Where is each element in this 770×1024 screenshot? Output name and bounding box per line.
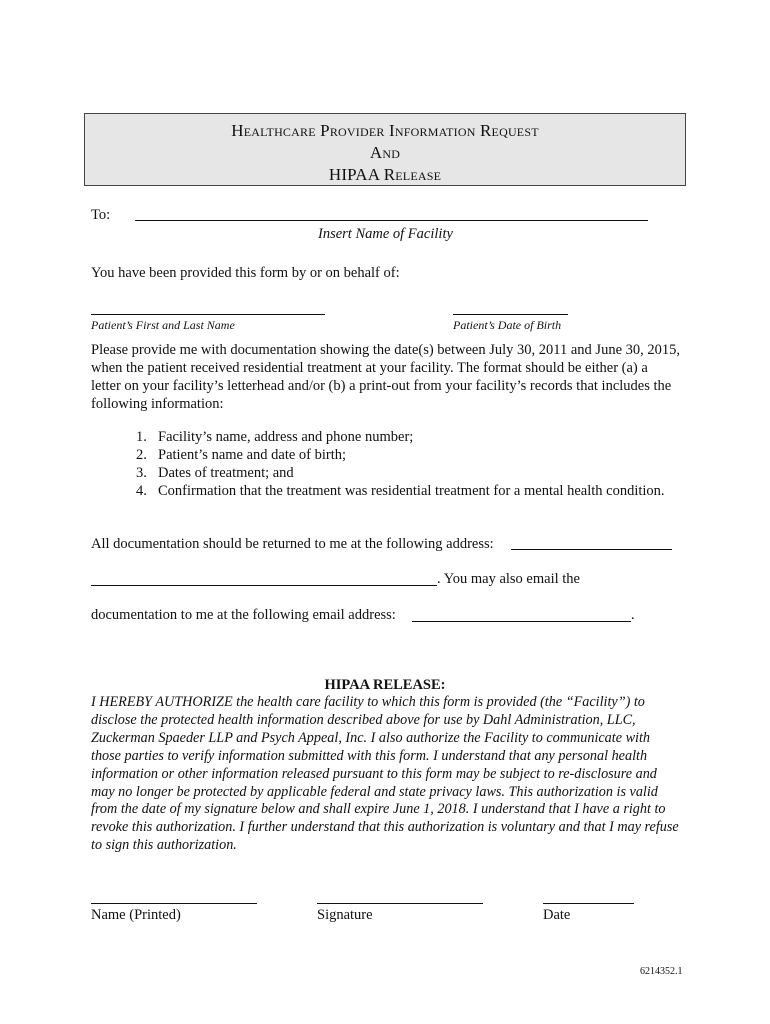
list-item-number: 2. bbox=[136, 447, 147, 463]
patient-name-line[interactable] bbox=[91, 314, 325, 315]
return-address-line-2[interactable] bbox=[91, 585, 437, 586]
list-item bbox=[112, 482, 672, 500]
return-address-line-1[interactable] bbox=[511, 549, 672, 550]
list-item bbox=[112, 446, 672, 464]
title-line-1: Healthcare Provider Information Request bbox=[231, 121, 539, 140]
document-number: 6214352.1 bbox=[640, 966, 683, 977]
provided-by-text: You have been provided this form by or on behalf of: bbox=[91, 265, 400, 281]
title-line-2: And bbox=[369, 143, 401, 162]
hipaa-body: I HEREBY AUTHORIZE the health care facility to which this form is provided (the “Facility”) to disclose the protected health information described above for use by Dahl Administration, LLC, Zuckerman Spaeder LLP and Psych Appeal, Inc. I also authorize the Facility to communicate with those parties to verify information submitted with this form. I understand that any personal health information or other information released pursuant to this form may be subject to re-disclosure and may no longer be protected by applicable federal and state privacy laws. This authorization is valid from the date of my signature below and shall expire June 1, 2018. I understand that I have a right to revoke this authorization. I further understand that this authorization is voluntary and that I may refuse to sign this authorization. bbox=[91, 694, 679, 854]
request-paragraph: Please provide me with documentation showing the date(s) between July 30, 2011 and June 30, 2015, when the patient received residential treatment at your facility. The format should be either (a) a letter on your facility’s letterhead and/or (b) a print-out from your facility’s records that includes the following information: bbox=[91, 342, 681, 412]
signature-line[interactable] bbox=[317, 903, 483, 904]
facility-caption: Insert Name of Facility bbox=[318, 226, 453, 242]
list-item-text: Facility’s name, address and phone number; bbox=[158, 429, 414, 445]
email-address-line[interactable] bbox=[412, 621, 631, 622]
list-item-text: Dates of treatment; and bbox=[158, 465, 294, 481]
info-list bbox=[112, 428, 672, 500]
list-item-number: 3. bbox=[136, 465, 147, 481]
email-period: . bbox=[631, 607, 635, 623]
title-box bbox=[84, 113, 686, 186]
title-line-3: HIPAA Release bbox=[328, 165, 442, 184]
email-line-text: documentation to me at the following email address: bbox=[91, 607, 396, 623]
list-item-text: Patient’s name and date of birth; bbox=[158, 447, 347, 463]
hipaa-heading: HIPAA RELEASE: bbox=[324, 677, 446, 693]
patient-dob-caption: Patient’s Date of Birth bbox=[453, 318, 562, 332]
printed-name-label: Name (Printed) bbox=[91, 907, 181, 923]
date-line[interactable] bbox=[543, 903, 634, 904]
printed-name-line[interactable] bbox=[91, 903, 257, 904]
to-label: To: bbox=[91, 207, 111, 223]
list-item-number: 1. bbox=[136, 429, 147, 445]
list-item-number: 4. bbox=[136, 483, 147, 499]
patient-name-caption: Patient’s First and Last Name bbox=[91, 318, 235, 332]
date-label: Date bbox=[543, 907, 571, 923]
email-also-text: . You may also email the bbox=[437, 571, 580, 587]
list-item bbox=[112, 428, 672, 446]
patient-dob-line[interactable] bbox=[453, 314, 568, 315]
list-item-text: Confirmation that the treatment was residential treatment for a mental health condition. bbox=[158, 483, 665, 499]
list-item bbox=[112, 464, 672, 482]
return-address-text: All documentation should be returned to me at the following address: bbox=[91, 536, 494, 552]
signature-label: Signature bbox=[317, 907, 373, 923]
facility-name-line[interactable] bbox=[135, 220, 648, 221]
